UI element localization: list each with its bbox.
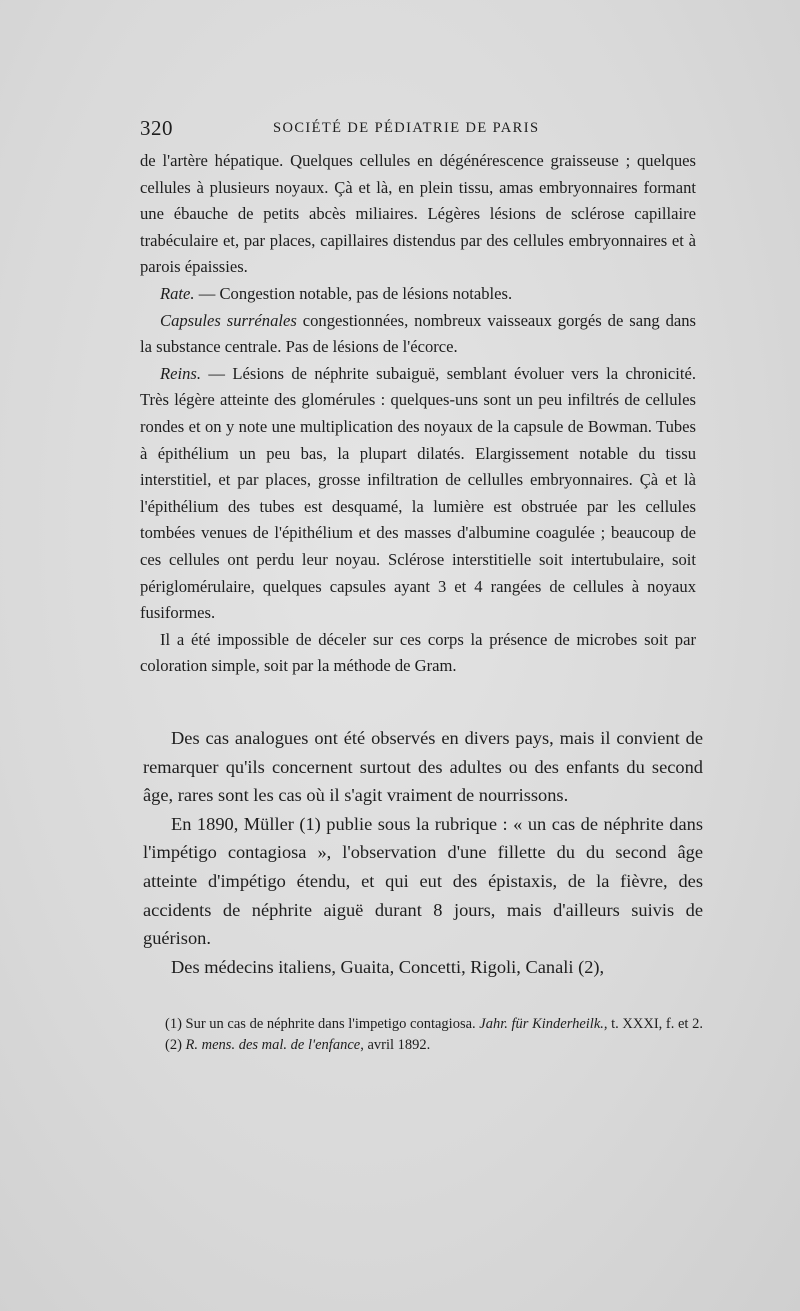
page-header <box>140 116 700 142</box>
kidney-label: Reins. <box>160 363 202 383</box>
main-text <box>143 724 703 981</box>
adrenal-paragraph <box>140 308 696 361</box>
spleen-paragraph <box>140 281 696 308</box>
microbes-paragraph: Il a été impossible de déceler sur ces corps la présence de microbes soit par coloration simple, soit par la méthode de Gram. <box>140 629 696 676</box>
liver-paragraph: de l'artère hépatique. Quelques cellules en dégénérescence graisseuse ; quelques cellules à plusieurs noyaux. Çà et là, en plein tissu, amas embryonnaires formant une ébauche de petits abcès miliaires. Légères lésions de sclérose capillaire trabéculaire et, par places, capillaires distendus par des cellules embryonnaires et à parois épaissies. <box>140 151 696 277</box>
analogous-cases-paragraph: Des cas analogues ont été observés en divers pays, mais il convient de remarquer qu'ils concernent surtout des adultes ou des enfants du second âge, rares sont les cas où il s'agit vraiment de nourrissons. <box>143 728 703 806</box>
kidney-paragraph <box>140 361 696 627</box>
footnote-1-text: (1) Sur un cas de néphrite dans l'impetigo contagiosa. <box>165 1016 480 1032</box>
italian-physicians-paragraph: Des médecins italiens, Guaita, Concetti, Rigoli, Canali (2), <box>171 956 605 977</box>
running-title: SOCIÉTÉ DE PÉDIATRIE DE PARIS <box>273 120 540 136</box>
muller-paragraph: En 1890, Müller (1) publie sous la rubrique : « un cas de néphrite dans l'impétigo contagiosa », l'observation d'une fillette du du second âge atteinte d'impétigo étendu, et qui eut des épistaxis, de la fièvre, des accidents de néphrite aiguë durant 8 jours, mais d'ailleurs suivis de guérison. <box>143 813 703 949</box>
footnote-2 <box>145 1035 705 1056</box>
adrenal-text: congestionnées, nombreux vaisseaux gorgés de sang dans la substance centrale. Pas de lésions de l'écorce. <box>140 310 696 357</box>
spleen-label: Rate. <box>160 283 195 303</box>
footnotes <box>145 1014 705 1056</box>
footnote-2-num: (2) <box>165 1037 186 1053</box>
footnote-2-end: , avril 1892. <box>360 1037 431 1053</box>
autopsy-observation <box>140 148 696 680</box>
footnote-1-journal: Jahr. für Kinderheilk. <box>479 1016 604 1032</box>
spleen-text: — Congestion notable, pas de lésions notables. <box>194 283 513 303</box>
adrenal-label: Capsules surrénales <box>160 310 297 330</box>
page-number: 320 <box>140 116 173 140</box>
footnote-1-end: , t. XXXI, f. et 2. <box>603 1016 703 1032</box>
kidney-text: — Lésions de néphrite subaiguë, semblant évoluer vers la chronicité. Très légère atteinte des glomérules : quelques-uns sont un peu infiltrés de cellules rondes et on y note une multiplication des noyaux de la capsule de Bowman. Tubes à épithélium un peu bas, la plupart dilatés. Elargissement notable du tissu interstitiel, et par places, grosse infiltration de cellulles embryonnaires. Çà et là l'épithélium des tubes est desquamé, la lumière est obstruée par les cellules tombées venues de l'épithélium et des masses d'albumine coagulée ; beaucoup de ces cellules ont perdu leur noyau. Sclérose interstitielle soit intertubulaire, soit périglomérulaire, quelques capsules ayant 3 et 4 rangées de cellules à noyaux fusiformes. <box>140 363 696 623</box>
footnote-1 <box>145 1014 705 1035</box>
footnote-2-journal: R. mens. des mal. de l'enfance <box>185 1037 361 1053</box>
